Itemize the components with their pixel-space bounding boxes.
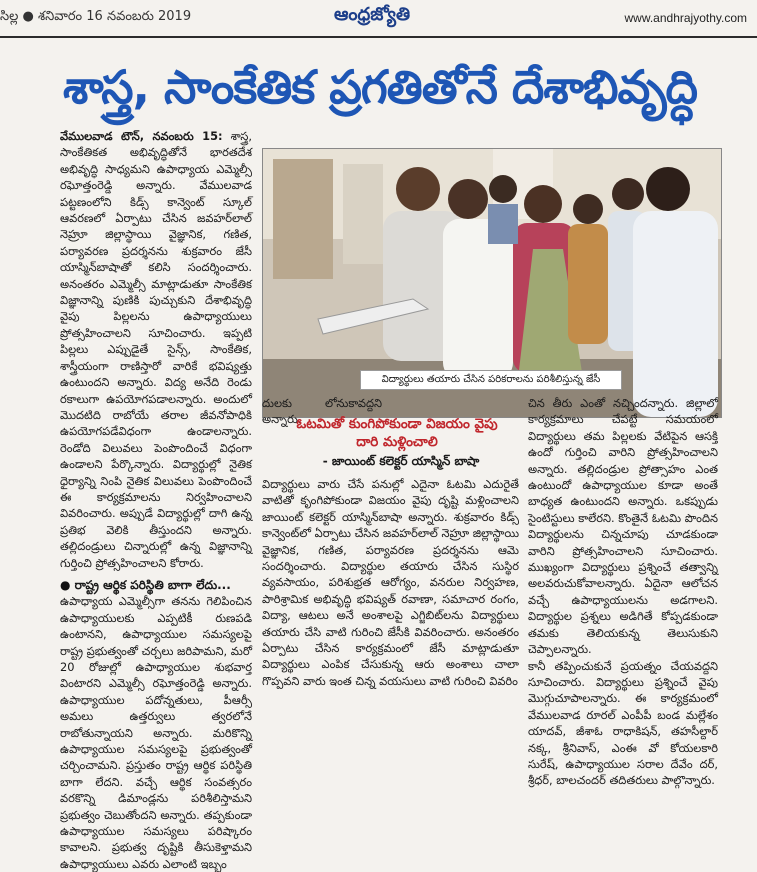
body-text: ఉపాధ్యాయ ఎమ్మెల్సీగా తనను గెలిపించిన ఉపాధ్యాయులకు ఎప్పటికీ రుణపడి ఉంటానని, ఉపాధ్యాయుల సమస్యలపై రాష్ట్ర ప్రభుత్వంతో చర్చలు జరిపామని, మరో 20 రోజుల్లో ఉపాధ్యాయుల శుభవార్త వింటారని ఎమ్మెల్సీ రఘోత్తంరెడ్డి అన్నారు. ఉపాధ్యాయుల పదోన్నతులు, పీఆర్సీ అమలు ఉత్తర్వులు త్వరలోనే రాబోతున్నాయని అన్నారు. మరికొన్ని ఉపాధ్యాయుల సమస్యలపై ప్రభుత్వంతో చర్చించామని. ప్రస్తుతం రాష్ట్ర ఆర్థిక పరిస్థితి బాగా లేదని. వచ్చే ఆర్థిక సంవత్సరం వరకొన్ని డిమాండ్లను పరిశీలిస్తామని ప్రభుత్వం చెబుతోందని అన్నారు. తప్పకుండా ఉపాధ్యాయుల సమస్యలు పరిష్కారం కావాలని. ప్రభుత్వ దృష్టికి తీసుకెళ్తామని ఉపాధ్యాయులు ఎవరు ఎలాంటి ఇబ్బం: [60, 594, 252, 871]
article-column-1: [60, 128, 252, 871]
article-column-3: [262, 476, 519, 698]
body-text: కానీ తప్పించుకునే ప్రయత్నం చేయవద్దని సూచించారు. విద్యార్థులు ప్రశ్నించే వైపు మొగ్గుచూపాలన్నారు. ఈ కార్యక్రమంలో వేములవాడ రూరల్ ఎంపీపీ బండ మల్లేశం యాదవ్, జీశాఓ రాధాకిషన్, తహసీల్దార్ నక్క, శ్రీనివాస్, ఎంఈ వో కోయలకారి సురేష్, ఉపాధ్యాయుల సరాల దేవేం దర్, శ్రీధర్, బాలచందర్ తదితరులు పాల్గొన్నారు.: [528, 658, 718, 788]
article-column-4: [528, 395, 718, 788]
website-url: www.andhrajyothy.com: [624, 11, 747, 25]
edition-date: సిల్ల ● శనివారం 16 నవంబరు 2019: [0, 9, 192, 24]
body-text: విద్యార్థులు వారు చేసే పనుల్లో ఎదైనా ఓటమి ఎదురైతే వాటితో కృంగిపోకుండా విజయం వైపు దృష్టి మళ్లించాలని జాయింట్ కలెక్టర్ యాస్మిన్‌బాషా అన్నారు. శుక్రవారం కిడ్స్ కాన్వెంట్‌లో ఏర్పాటు చేసిన జవహర్‌లాల్ నెహ్రూ జిల్లాస్థాయి వైజ్ఞానిక, గణిత, పర్యావరణ ప్రదర్శనను ఆమె సందర్శించారు. విద్యార్థుల తయారు చేసిన సుస్థిర వ్యవసాయం, పరిశుభ్రత ఆరోగ్యం, వనరుల నిర్వహణ, పారిశ్రామిక అభివృద్ధి భవిష్యత్ రవాణా, సమాచార రంగం, విద్యా, ఆటలు అనే అంశాలపై ఎగ్జిబిట్‌లను విద్యార్థులు తయారు చేసి వాటి గురించి జేసీకి వివరించారు. అనంతరం ఏర్పాటు చేసిన కార్యక్రమంలో జేసీ మాట్లాడుతూ విద్యార్థులు ఎంపిక చేసుకున్న ఆరు అంశాలు చాలా గొప్పవని వారు ఇంత చిన్న వయసులు వాటి గురించి వివరిం: [262, 477, 520, 688]
newspaper-header: [0, 0, 757, 38]
newspaper-logo: ఆంధ్రజ్యోతి: [334, 4, 411, 25]
section-subheading: ● రాష్ట్ర ఆర్థిక పరిస్థితి బాగా లేదు...: [60, 577, 231, 592]
bullet-icon: ●: [60, 577, 75, 592]
body-text: చిన తీరు ఎంతో నచ్చిందన్నారు. జిల్లాలో కార్యక్రమాలు చేపట్టే సమయంలో విద్యార్థులు తమ పిల్లలకు వేటిపైన ఆసక్తి ఉందో గుర్తించి వారిని ప్రోత్సహించాలని అన్నారు. తల్లిదండ్రుల ప్రోత్సాహం ఎంత ఉంటుందో ఉపాధ్యాయుల కూడా అంతే బాధ్యత ఉంటుందని అన్నారు. ఒకప్పుడు సైంటిస్టులు కాలేరని. కొంతైనే ఓటమి పొందిన విద్యార్థులను చిన్నచూపు చూడకుండా వారిని ప్రోత్సహించాలని సూచించారు. ముఖ్యంగా విద్యార్థులు ప్రశ్నించే తత్వాన్ని అలవరుచుకోవాలన్నారు. ఏదైనా ఆలోచన వచ్చే ఉపాధ్యాయులను అడగాలని. విద్యార్థుల ప్రశ్నలు అడిగితే కోప్పడకుండా తమకు తెలియకున్న తెలుసుకుని చెప్పాలన్నారు.: [528, 396, 718, 657]
headline: శాస్త్ర, సాంకేతిక ప్రగతితోనే దేశాభివృద్ధి: [63, 60, 697, 114]
body-text: శాస్త్ర, సాంకేతికత అభివృద్ధితోనే భారతదేశ అభివృద్ధి సాధ్యమని ఉపాధ్యాయ ఎమ్మెల్సీ రఘోత్తంరెడ్డి అన్నారు. వేములవాడ పట్టణంలోని కిడ్స్ కాన్వెంట్ స్కూల్ ఆవరణలో ఏర్పాటు చేసిన జవహర్‌లాల్ నెహ్రూ జిల్లాస్థాయి వైజ్ఞానిక, గణిత, పర్యావరణ ప్రదర్శనను శుక్రవారం జేసీ యాస్మిన్‌బాషాతో కలిసి సందర్శించారు. అనంతరం ఎమ్మెల్సీ మాట్లాడుతూ సాంకేతిక విజ్ఞానాన్ని పుణికి పుచ్చుకుని దేశాభివృద్ధి వైపు పిల్లలను ఉపాధ్యాయులు ప్రోత్సహించాలని సూచించారు. ఇప్పటి పిల్లలు ఎప్పుడైతే సైన్స్, సాంకేతిక, శాస్త్రీయంగా రాణిస్తారో వారికే భవిష్యత్తు ఉంటుందని అన్నారు. విద్య అనేది రెండు రకాలుగా ఉపయోగపడాలన్నారు. అందులో మొదటిది రాబోయే తరాల జీవనోపాధికి ఉపయోగపడేవిధంగా ఉండాలన్నారు. రెండోది విలువలు పెంపొందించే విధంగా ఉండాలని పేర్కొన్నారు. విద్యార్థుల్లో నైతిక ధైర్యాన్ని నింపి నైతిక విలువలు పెంపొందించే ఈ కార్యక్రమాలను నిర్వహించాలని వివరించారు. అప్పుడే విద్యార్థుల్లో దాగి ఉన్న ప్రతిభ వెలికి తీస్తుందని అన్నారు. తల్లిదండ్రులు చిన్నారుల్లో ఉన్న విజ్ఞానాన్ని గుర్తించి ప్రోత్సహించాలని కోరారు.: [60, 129, 252, 570]
dateline: వేములవాడ టౌన్, నవంబరు 15:: [60, 129, 223, 143]
body-text: దులకు లోనుకావద్దని అన్నారు.: [262, 396, 382, 427]
sub-headline: ఓటమితో కుంగిపోకుండా విజయం వైపు దారి మళ్లించాలి: [296, 416, 498, 450]
byline: - జాయింట్ కలెక్టర్ యాస్మిన్ బాషా: [322, 454, 480, 468]
photo-caption: విద్యార్థులు తయారు చేసిన పరికరాలను పరిశీలిస్తున్న జేసీ: [262, 370, 720, 390]
article-column-2: [262, 395, 382, 427]
paragraph: [60, 128, 252, 571]
